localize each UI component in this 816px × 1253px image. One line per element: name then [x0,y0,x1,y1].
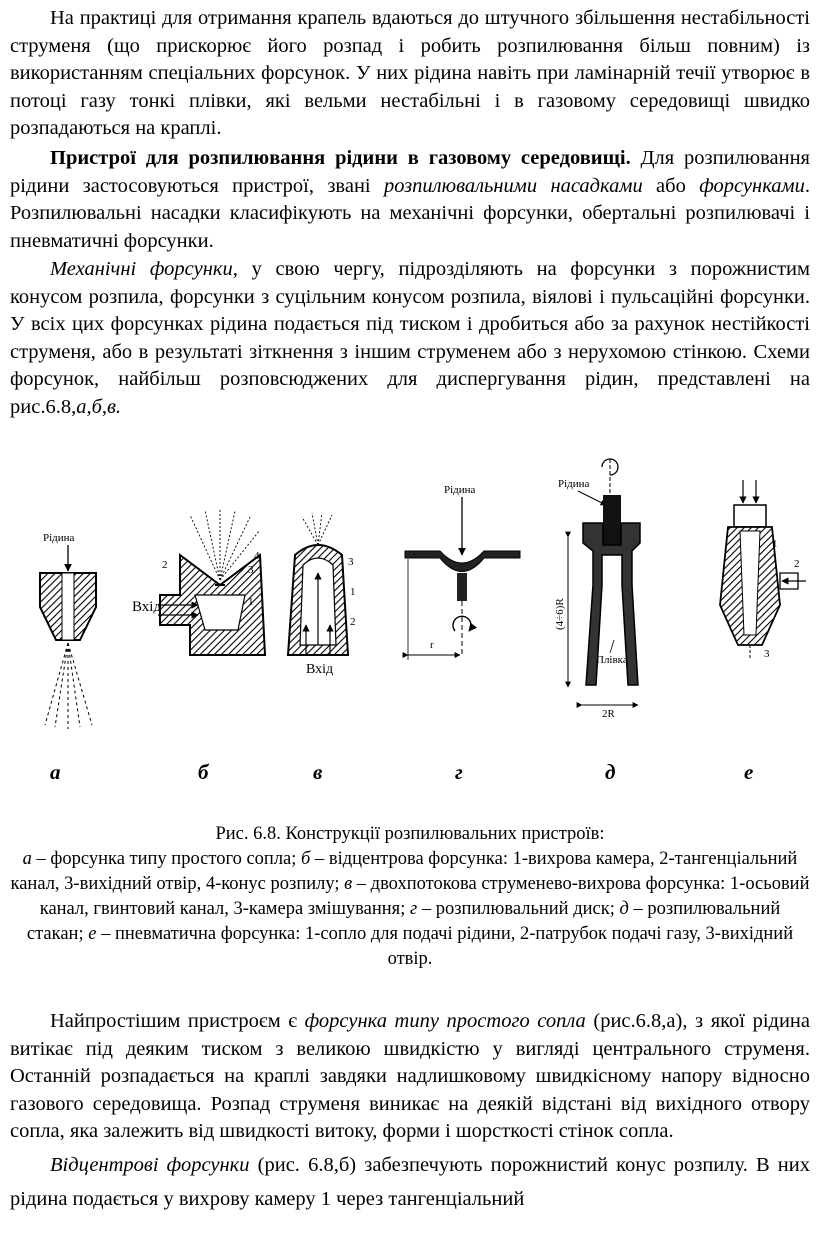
caption-key-b: б [301,849,311,869]
term-nozzles: розпилювальними насадками [383,174,643,197]
callout-1-b: 1 [248,596,254,608]
sublabel-g: г [455,760,463,784]
paragraph-intro: На практиці для отримання крапель вдаються до штучного збільшення нестабільності струменя (що прискорює його розпад і робить розпилювання більш повним) із використанням спеціальних форсунок. У них рідина навіть при ламінарній течії утворює в потоці газу тонкі плівки, які вельми нестабільні і в газовому середовищі швидко розпадаються на краплі. [10,7,810,140]
sublabel-v: в [313,760,323,784]
text-fragment: (рис.6.8,а), з якої рідина витікає під деяким тиском з великою швидкістю у вигляді центрального струменя. Останній розпадається на краплі завдяки надлишковому швидкісному напору відносно газового середовища. Розпад струменя виникає на деякій відстані від вихідного отвору сопла, яка залежить від швидкості витоку, форми і шорсткості стінок сопла. [10,1010,810,1143]
text-fragment: . Розпилювальні насадки класифікують на механічні форсунки, обертальні розпилювачі і пневматичні форсунки. [10,174,810,252]
drawing-spinning-cup [554,459,640,720]
caption-title: Рис. 6.8. Конструкції розпилювальних пристроїв: [215,824,605,844]
paragraph-centrifugal [10,1148,810,1216]
callout-2-b: 2 [162,559,168,571]
caption-key-v: в [344,874,353,894]
caption-key-d: д [619,899,629,919]
callout-3-v: 3 [348,556,354,568]
figure-sublabels [10,760,810,790]
caption-body [10,847,810,972]
sublabel-b: б [198,760,209,784]
figure-caption [10,822,810,972]
label-liquid-d: Рідина [558,478,590,490]
callout-1-e: 1 [772,538,778,550]
caption-text-v: – двохпотокова струменево-вихрова форсунка: 1-осьовий канал, гвинтовий канал, 3-камера змішування; [39,874,810,919]
label-diameter: 2R [602,708,615,720]
term-injectors: форсунками [699,174,805,197]
label-film: Плівка [596,654,628,666]
callout-4-b: 4 [254,550,260,562]
term-simple-nozzle: форсунка типу простого сопла [304,1010,586,1032]
caption-key-e: е [88,924,97,944]
label-inlet-b: Вхід [132,599,162,615]
figure-6-8 [10,455,810,795]
caption-text-b: – відцентрова форсунка: 1-вихрова камера, 2-тангенціальний канал, 3-вихідний отвір, 4-конус розпилу; [10,849,798,894]
callout-3-b: 3 [248,564,254,576]
caption-key-a: а [22,849,32,869]
callout-3-e: 3 [764,648,770,660]
caption-text-a: – форсунка типу простого сопла; [31,849,302,869]
term-mechanical: Механічні форсунки, [50,258,238,280]
drawing-two-flow-nozzle [288,513,356,677]
sublabel-e: е [744,760,754,784]
label-liquid-a: Рідина [43,532,75,544]
paragraph-simple-nozzle [10,1008,810,1146]
caption-key-g: г [409,899,418,919]
callout-2-e: 2 [794,558,800,570]
drawing-pneumatic-nozzle [720,480,806,660]
caption-text-g: – розпилювальний диск; [417,899,620,919]
text-fragment: Для розпилювання рідини застосовуються пристрої, звані [10,147,810,197]
text-fragment: Найпростішим пристроєм є [50,1010,305,1032]
sublabel-d: д [605,760,616,784]
text-fragment: у свою чергу, підрозділяють на форсунки з порожнистим конусом розпила, форсунки з суцільним конусом розпила, віялові і пульсаційні форсунки. У всіх цих форсунках рідина подається під тиском і дробиться або за рахунок нестійкості струменя, або в результаті зіткнення з іншим струменем або з нерухомою стінкою. Схеми форсунок, найбільш розповсюджених для диспергування рідин, представлені на рис.6.8, [10,258,810,418]
drawing-simple-nozzle [40,532,96,729]
callout-2-v: 2 [350,616,356,628]
term-centrifugal: Відцентрові форсунки [50,1154,250,1176]
drawing-centrifugal-nozzle [132,510,265,655]
drawing-spinning-disc [405,484,520,660]
section-heading: Пристрої для розпилювання рідини в газовому середовищі. [50,147,631,169]
paragraph-devices [10,145,810,255]
caption-text-e: – пневматична форсунка: 1-сопло для подачі рідини, 2-патрубок подачі газу, 3-вихідний отвір. [96,924,794,969]
label-radius: r [430,639,434,651]
paragraph-mechanical [10,256,810,422]
label-liquid-g: Рідина [444,484,476,496]
text-fragment: (рис. 6.8,б) забезпечують порожнистий конус розпилу. В них рідина подається у вихрову камеру 1 через тангенціальний [10,1154,810,1210]
caption-text-d: – розпилювальний стакан; [26,899,781,944]
callout-1-v: 1 [350,586,356,598]
sublabel-a: а [50,760,61,784]
text-fragment: або [642,174,700,197]
figure-drawings [10,455,810,755]
label-inlet-v: Вхід [306,662,334,677]
figure-ref: а,б,в. [76,395,122,418]
label-height-range: (4÷6)R [554,598,566,630]
